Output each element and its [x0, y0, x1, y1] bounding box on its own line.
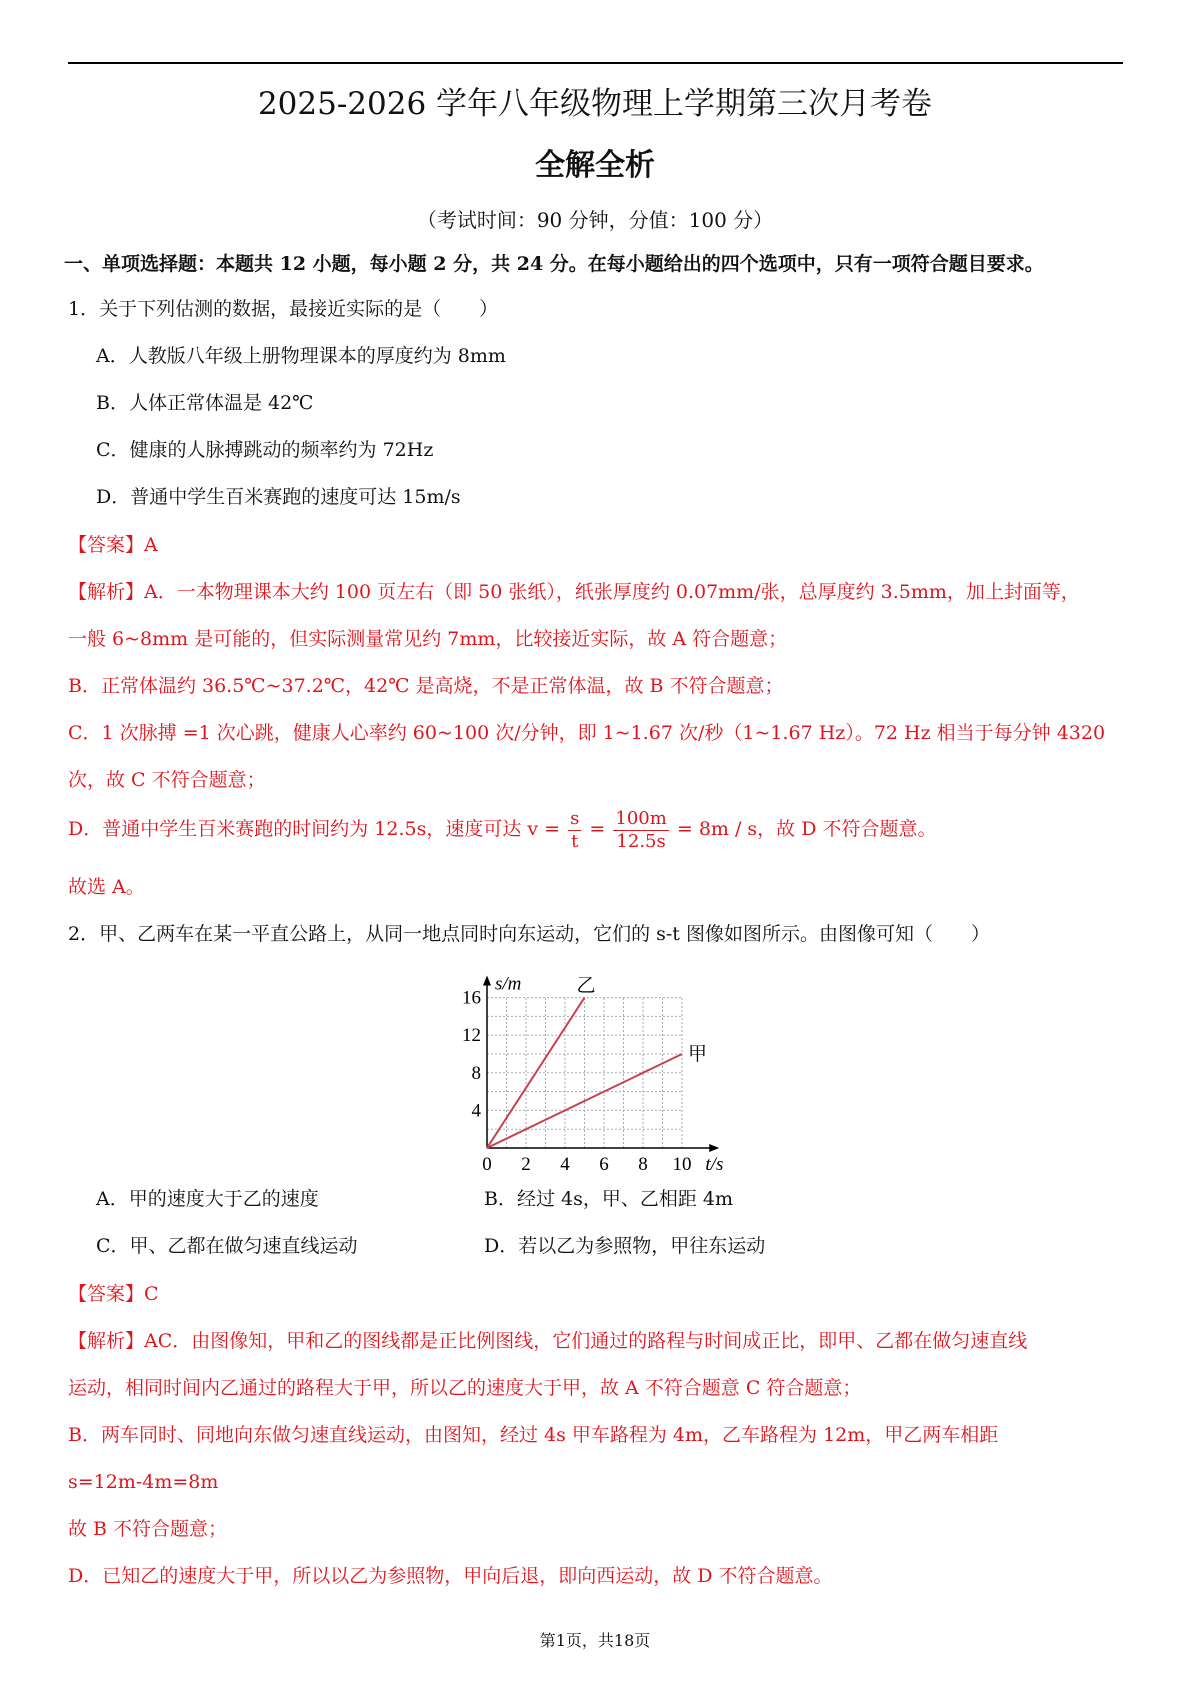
y-axis-label: s/m	[495, 973, 522, 995]
q2-option-a: A．甲的速度大于乙的速度	[96, 1188, 319, 1210]
q1-analysis-line: C．1 次脉搏 =1 次心跳，健康人心率约 60~100 次/分钟，即 1~1.67 次/秒（1~1.67 Hz）。72 Hz 相当于每分钟 4320	[68, 722, 1106, 744]
exam-info: （考试时间：90 分钟，分值：100 分）	[416, 208, 774, 232]
d-prefix: D．普通中学生百米赛跑的时间约为 12.5s，速度可达 v =	[68, 818, 561, 840]
page-number: 第1页，共18页	[539, 1631, 651, 1650]
q1-analysis-line: 一般 6~8mm 是可能的，但实际测量常见约 7mm，比较接近实际，故 A 符合题意；	[68, 628, 788, 650]
y-tick-label: 16	[462, 987, 481, 1009]
q1-analysis-line: 次，故 C 不符合题意；	[68, 769, 266, 791]
q1-analysis-d	[68, 804, 936, 854]
q1-analysis-line: B．正常体温约 36.5℃~37.2℃，42℃ 是高烧，不是正常体温，故 B 不符合题意；	[68, 675, 784, 697]
frac-den: 12.5s	[616, 830, 666, 852]
frac-num: s	[570, 807, 580, 829]
page-subtitle: 全解全析	[535, 148, 655, 183]
q2-answer: 【答案】C	[68, 1283, 159, 1305]
y-tick-label: 8	[471, 1062, 481, 1084]
y-axis-arrow	[483, 976, 491, 986]
q2-analysis-line: 运动，相同时间内乙通过的路程大于甲，所以乙的速度大于甲，故 A 不符合题意 C 符合题意；	[68, 1377, 862, 1399]
y-tick-label: 4	[471, 1100, 481, 1122]
fraction-100m-over-12.5s	[613, 808, 668, 853]
frac-den: t	[571, 830, 579, 852]
q2-analysis-line: 故 B 不符合题意；	[68, 1518, 228, 1540]
frac-num: 100m	[615, 807, 667, 829]
series-label: 甲	[688, 1043, 708, 1065]
x-tick-label: 0	[482, 1154, 492, 1175]
page-title: 2025-2026 学年八年级物理上学期第三次月考卷	[257, 86, 933, 122]
q2-stem: 2．甲、乙两车在某一平直公路上，从同一地点同时向东运动，它们的 s-t 图像如图所示。由图像可知（ ）	[68, 923, 990, 945]
y-tick-label: 12	[462, 1025, 481, 1047]
series-label: 乙	[576, 974, 596, 997]
q1-option-d: D．普通中学生百米赛跑的速度可达 15m/s	[96, 486, 461, 508]
d-suffix: = 8m / s，故 D 不符合题意。	[676, 818, 937, 840]
q2-analysis-line: B．两车同时、同地向东做匀速直线运动，由图知，经过 4s 甲车路程为 4m，乙车路程为 12m，甲乙两车相距	[68, 1424, 999, 1446]
q2-option-c: C．甲、乙都在做匀速直线运动	[96, 1235, 358, 1257]
st-chart	[440, 955, 740, 1180]
x-tick-label: 4	[560, 1154, 570, 1175]
q1-answer: 【答案】A	[68, 534, 158, 556]
q1-option-b: B．人体正常体温是 42℃	[96, 392, 314, 414]
q1-analysis-line: 【解析】A．一本物理课本大约 100 页左右（即 50 张纸），纸张厚度约 0.07mm/张，总厚度约 3.5mm，加上封面等，	[68, 581, 1080, 603]
q2-analysis-line: s=12m-4m=8m	[68, 1471, 219, 1493]
x-axis-label: t/s	[705, 1154, 724, 1175]
q2-analysis-line: D．已知乙的速度大于甲，所以以乙为参照物，甲向后退，即向西运动，故 D 不符合题意。	[68, 1565, 833, 1587]
q2-option-d: D．若以乙为参照物，甲往东运动	[484, 1235, 766, 1257]
x-tick-label: 8	[638, 1154, 648, 1175]
q1-conclusion: 故选 A。	[68, 876, 145, 898]
section-heading: 一、单项选择题：本题共 12 小题，每小题 2 分，共 24 分。在每小题给出的四个选项中，只有一项符合题目要求。	[64, 253, 1044, 275]
series-line-甲	[487, 1054, 682, 1148]
fraction-s-over-t	[568, 808, 581, 853]
q1-option-c: C．健康的人脉搏跳动的频率约为 72Hz	[96, 439, 434, 461]
x-tick-label: 2	[521, 1154, 531, 1175]
q1-stem: 1．关于下列估测的数据，最接近实际的是（ ）	[68, 298, 499, 320]
q2-analysis-line: 【解析】AC．由图像知，甲和乙的图线都是正比例图线，它们通过的路程与时间成正比，即甲、乙都在做匀速直线	[68, 1330, 1028, 1352]
top-rule	[68, 62, 1123, 64]
q2-option-b: B．经过 4s，甲、乙相距 4m	[484, 1188, 733, 1210]
x-axis-arrow	[709, 1144, 719, 1152]
equals: =	[589, 818, 606, 840]
x-tick-label: 6	[599, 1154, 609, 1175]
x-tick-label: 10	[672, 1154, 692, 1175]
q1-option-a: A．人教版八年级上册物理课本的厚度约为 8mm	[96, 345, 506, 367]
